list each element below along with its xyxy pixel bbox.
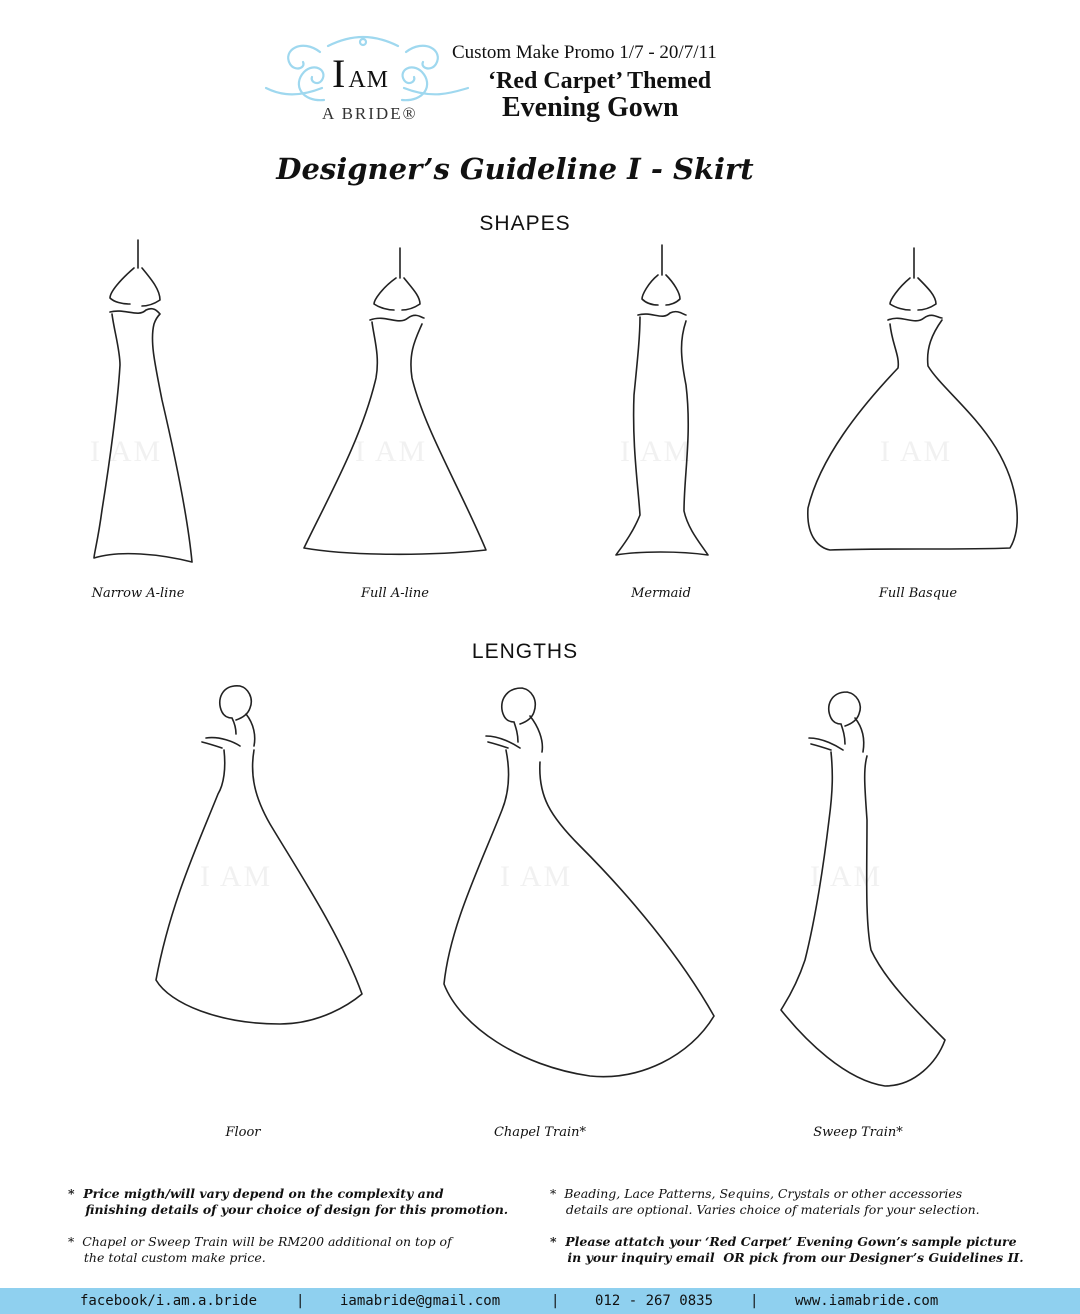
note-train-price: * Chapel or Sweep Train will be RM200 additional on top of the total custom make price. [68, 1234, 452, 1265]
lengths-heading: LENGTHS [471, 640, 579, 663]
chapel-train-sketch [440, 686, 720, 1096]
watermark-logo: I AM [200, 860, 273, 893]
note-attach-picture: * Please attatch your ‘Red Carpet’ Evening Gown’s sample picture in your inquiry email OR pick from our Designer’s Guidelines II. [550, 1234, 1024, 1265]
footer-separator: | [750, 1293, 759, 1309]
length-label-chapel-train: Chapel Train* [493, 1125, 587, 1140]
footer-facebook-link[interactable]: facebook/i.am.a.bride [80, 1293, 258, 1309]
guideline-title: Designer’s Guideline I - Skirt [276, 152, 754, 186]
shape-label-full-basque: Full Basque [878, 586, 958, 601]
length-label-floor: Floor [225, 1125, 261, 1140]
brand-logo [262, 30, 472, 130]
logo-letter: I [332, 51, 347, 96]
full-a-line-sketch [300, 248, 490, 568]
sweep-train-sketch [775, 690, 965, 1090]
watermark-logo: I AM [500, 860, 573, 893]
length-label-sweep-train: Sweep Train* [813, 1125, 903, 1140]
logo-tagline: A BRIDE® [322, 104, 418, 123]
footer-separator: | [551, 1293, 560, 1309]
footer-email-link[interactable]: iamabride@gmail.com [340, 1293, 501, 1309]
shape-label-mermaid: Mermaid [631, 586, 691, 601]
watermark-logo: I AM [620, 435, 693, 468]
shape-label-full-a-line: Full A-line [360, 586, 430, 601]
narrow-a-line-sketch [80, 240, 200, 570]
promo-text: Custom Make Promo 1/7 - 20/7/11 [452, 42, 717, 63]
watermark-logo: I AM [90, 435, 163, 468]
footer-separator: | [296, 1293, 305, 1309]
full-basque-sketch [800, 248, 1030, 568]
note-price: * Price migth/will vary depend on the complexity and finishing details of your choice of design for this promotion. [68, 1186, 509, 1217]
footer-website-link[interactable]: www.iamabride.com [795, 1293, 939, 1309]
shape-label-narrow-a-line: Narrow A-line [91, 586, 185, 601]
shapes-heading: SHAPES [479, 212, 571, 235]
logo-word: AM [348, 67, 389, 93]
mermaid-sketch [610, 245, 720, 565]
watermark-logo: I AM [880, 435, 953, 468]
footer-phone[interactable]: 012 - 267 0835 [595, 1293, 714, 1309]
watermark-logo: I AM [810, 860, 883, 893]
footer-bar [0, 1288, 1080, 1314]
note-accessories: * Beading, Lace Patterns, Sequins, Crystals or other accessories details are optional. Varies choice of materials for your selection. [550, 1186, 980, 1217]
theme-text: ‘Red Carpet’ Themed [488, 68, 712, 94]
floor-length-sketch [150, 684, 380, 1034]
watermark-logo: I AM [355, 435, 428, 468]
page-title: Evening Gown [502, 92, 679, 123]
